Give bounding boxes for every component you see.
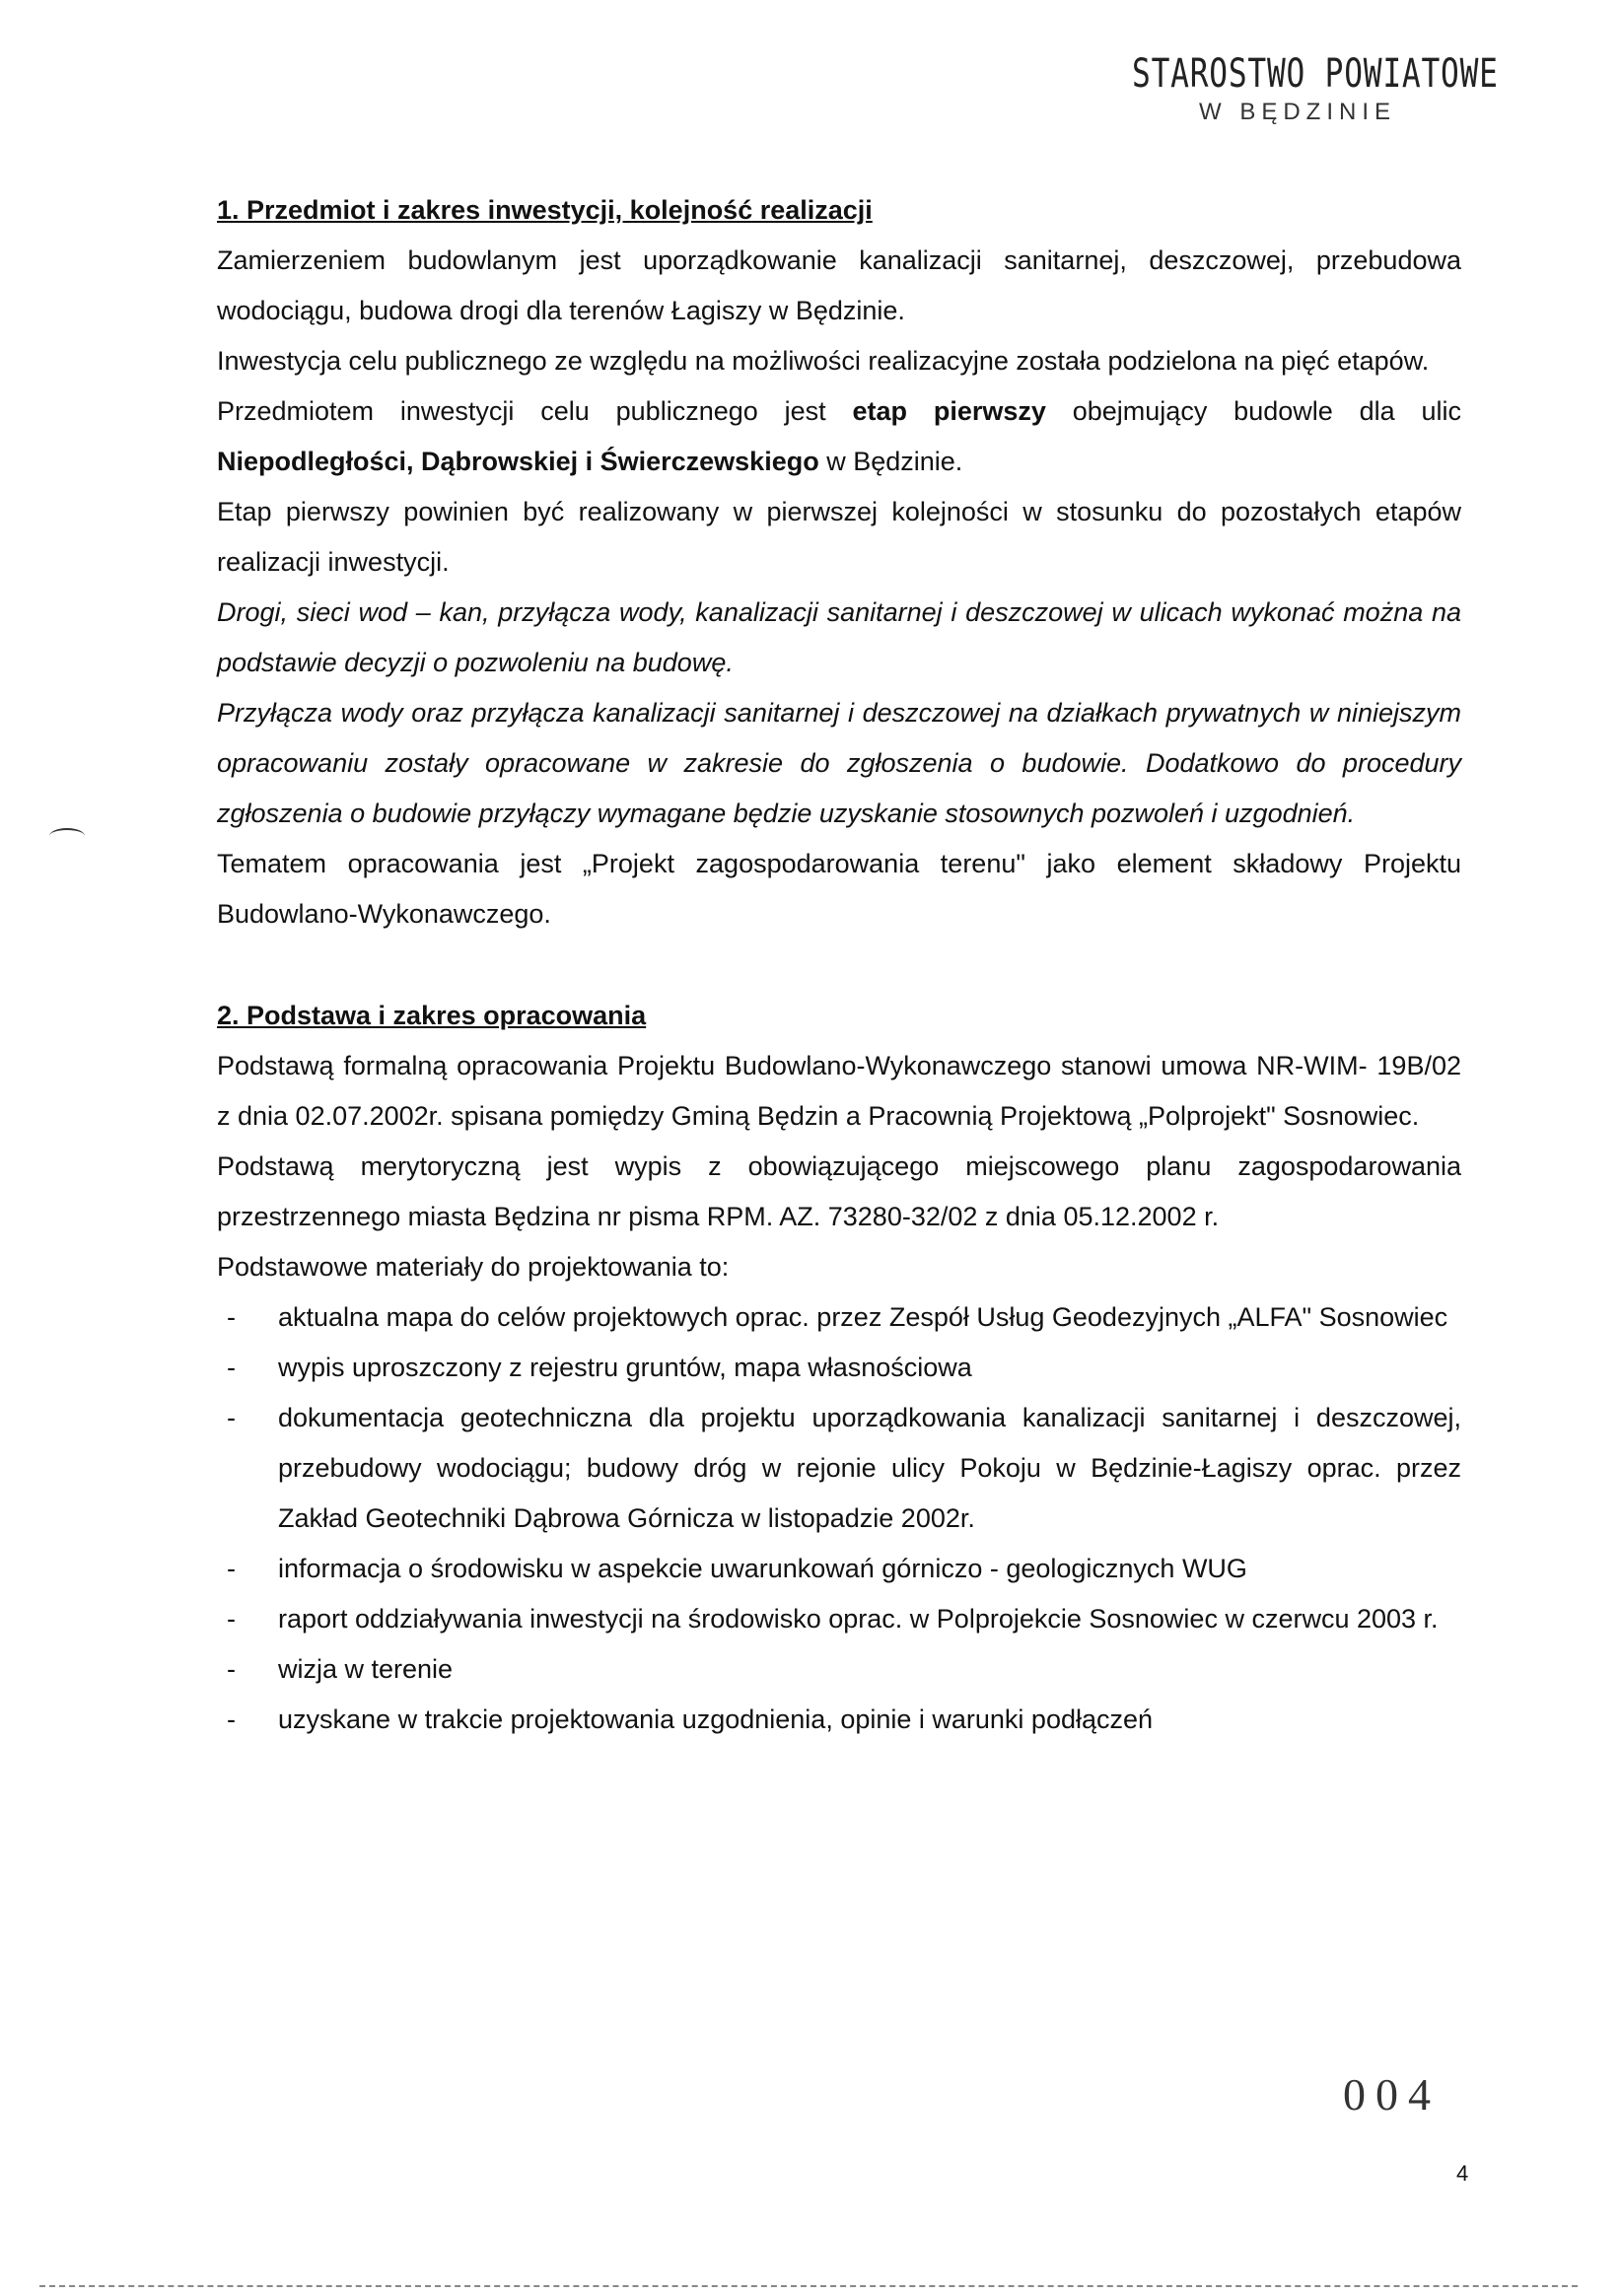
list-item-text: wizja w terenie bbox=[278, 1654, 454, 1684]
section-2-paragraph-1: Podstawą formalną opracowania Projektu Budowlano-Wykonawczego stanowi umowa NR-WIM- 19B/02 z dnia 02.07.2002r. spisana pomiędzy Gminą Będzin a Pracownią Projektową „Polprojekt" Sosnowiec. bbox=[217, 1051, 1461, 1131]
list-item-text: dokumentacja geotechniczna dla projektu uporządkowania kanalizacji sanitarnej i deszczowej, przebudowy wodociągu; budowy dróg w rejonie ulicy Pokoju w Będzinie-Łagiszy oprac. przez Zakład Geotechniki Dąbrowa Górnicza w listopadzie 2002r. bbox=[278, 1403, 1461, 1533]
bottom-scan-edge bbox=[39, 2285, 1578, 2287]
list-item-text: aktualna mapa do celów projektowych oprac. przez Zespół Usług Geodezyjnych „ALFA" Sosnowiec bbox=[278, 1302, 1448, 1332]
section-1-heading: 1. Przedmiot i zakres inwestycji, kolejność realizacji bbox=[217, 195, 873, 225]
page-number: 4 bbox=[1456, 2161, 1469, 2186]
margin-mark bbox=[49, 828, 85, 844]
document-body bbox=[217, 185, 1461, 1745]
section-1-paragraph-7: Tematem opracowania jest „Projekt zagospodarowania terenu" jako element składowy Projektu Budowlano-Wykonawczego. bbox=[217, 849, 1461, 929]
list-item: - dokumentacja geotechniczna dla projektu uporządkowania kanalizacji sanitarnej i deszczowej, przebudowy wodociągu; budowy dróg w rejonie ulicy Pokoju w Będzinie-Łagiszy oprac. przez Zakład Geotechniki Dąbrowa Górnicza w listopadzie 2002r. bbox=[227, 1403, 1461, 1533]
section-1-paragraph-3 bbox=[217, 386, 1461, 487]
section-2-paragraph-3: Podstawowe materiały do projektowania to: bbox=[217, 1252, 730, 1282]
section-1-paragraph-2: Inwestycja celu publicznego ze względu na możliwości realizacyjne została podzielona na pięć etapów. bbox=[217, 346, 1430, 376]
list-item-text: informacja o środowisku w aspekcie uwarunkowań górniczo - geologicznych WUG bbox=[278, 1554, 1247, 1583]
list-item: - informacja o środowisku w aspekcie uwarunkowań górniczo - geologicznych WUG bbox=[227, 1554, 1247, 1583]
section-1-paragraph-1: Zamierzeniem budowlanym jest uporządkowanie kanalizacji sanitarnej, deszczowej, przebudowa wodociągu, budowa drogi dla terenów Łagiszy w Będzinie. bbox=[217, 245, 1461, 325]
paragraph-3-text-c: w Będzinie. bbox=[818, 447, 963, 476]
list-item: - wypis uproszczony z rejestru gruntów, mapa własnościowa bbox=[227, 1353, 972, 1382]
list-item-text: raport oddziaływania inwestycji na środowisko oprac. w Polprojekcie Sosnowiec w czerwcu 2003 r. bbox=[278, 1604, 1439, 1634]
paragraph-3-bold-stage: etap pierwszy bbox=[852, 396, 1046, 426]
list-item: - aktualna mapa do celów projektowych oprac. przez Zespół Usług Geodezyjnych „ALFA" Sosnowiec bbox=[227, 1302, 1448, 1332]
document-sheet-number: 004 bbox=[1343, 2069, 1441, 2120]
paragraph-3-text-a: Przedmiotem inwestycji celu publicznego jest bbox=[217, 396, 853, 426]
list-item: - wizja w terenie bbox=[227, 1654, 454, 1684]
section-1-paragraph-6: Przyłącza wody oraz przyłącza kanalizacji sanitarnej i deszczowej na działkach prywatnych w niniejszym opracowaniu zostały opracowane w zakresie do zgłoszenia o budowie. Dodatkowo do procedury zgłoszenia o budowie przyłączy wymagane będzie uzyskanie stosownych pozwoleń i uzgodnień. bbox=[217, 698, 1461, 828]
section-1-paragraph-5: Drogi, sieci wod – kan, przyłącza wody, kanalizacji sanitarnej i deszczowej w ulicach wykonać można na podstawie decyzji o pozwoleniu na budowę. bbox=[217, 597, 1461, 677]
section-1-paragraph-4: Etap pierwszy powinien być realizowany w pierwszej kolejności w stosunku do pozostałych etapów realizacji inwestycji. bbox=[217, 497, 1461, 577]
list-item-text: uzyskane w trakcie projektowania uzgodnienia, opinie i warunki podłączeń bbox=[278, 1705, 1154, 1734]
paragraph-3-text-b: obejmujący budowle dla ulic bbox=[1045, 396, 1461, 426]
paragraph-3-bold-streets: Niepodległości, Dąbrowskiej i Świerczewskiego bbox=[217, 447, 819, 476]
section-2-heading: 2. Podstawa i zakres opracowania bbox=[217, 1001, 647, 1030]
list-item: - raport oddziaływania inwestycji na środowisko oprac. w Polprojekcie Sosnowiec w czerwcu 2003 r. bbox=[227, 1604, 1439, 1634]
stamp-town: W BĘDZINIE bbox=[1199, 99, 1397, 125]
office-stamp bbox=[1104, 51, 1509, 126]
materials-list bbox=[217, 1292, 1461, 1745]
stamp-office-name: STAROSTWO POWIATOWE bbox=[1132, 51, 1499, 97]
list-item-text: wypis uproszczony z rejestru gruntów, mapa własnościowa bbox=[278, 1353, 972, 1382]
list-item: - uzyskane w trakcie projektowania uzgodnienia, opinie i warunki podłączeń bbox=[227, 1705, 1154, 1734]
section-2-paragraph-2: Podstawą merytoryczną jest wypis z obowiązującego miejscowego planu zagospodarowania przestrzennego miasta Będzina nr pisma RPM. AZ. 73280-32/02 z dnia 05.12.2002 r. bbox=[217, 1151, 1461, 1231]
